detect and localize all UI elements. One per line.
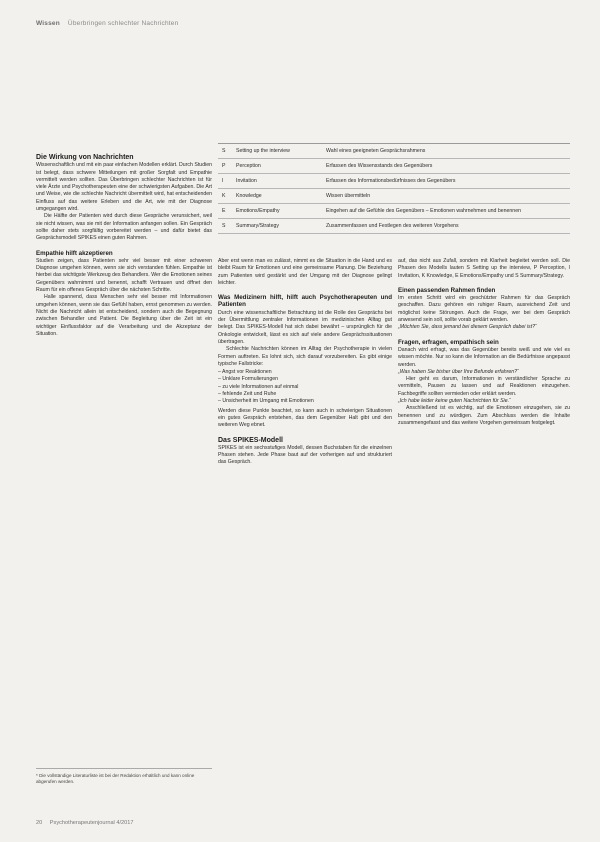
row-letter: I bbox=[222, 177, 224, 184]
col3-quote-3 bbox=[398, 398, 570, 405]
quote-text: „Was haben Sie bisher über Ihre Befunde erfahren?“ bbox=[398, 368, 519, 375]
table-row bbox=[218, 144, 570, 159]
heading-rahmen: Einen passenden Rahmen finden bbox=[398, 286, 496, 294]
column-3 bbox=[398, 258, 570, 427]
row-description: Wissen übermitteln bbox=[326, 192, 371, 199]
heading-fragen: Fragen, erfragen, empathisch sein bbox=[398, 338, 499, 346]
list-item: – fehlende Zeit und Ruhe bbox=[218, 391, 392, 398]
table-row bbox=[218, 204, 570, 219]
col3-paragraph-3: Danach wird erfragt, was das Gegenüber bereits weiß und wie viel es wissen möchte. Nur so kann die Information an die Bedürfnisse angepasst werden. bbox=[398, 346, 570, 368]
row-letter: P bbox=[222, 162, 226, 169]
list-item: – Angst vor Reaktionen bbox=[218, 369, 392, 376]
list-item: – Unsicherheit im Umgang mit Emotionen bbox=[218, 398, 392, 405]
row-phase: Knowledge bbox=[236, 192, 262, 199]
table-row bbox=[218, 159, 570, 174]
col3-paragraph-1: auf, das nicht aus Zufall, sondern mit Klarheit begleitet werden soll. Die Phasen des Modells lauten S Setting up the interview, P Perception, I Invitation, K Knowledge, E Emotions/Empathy und S Summary/Strategy. bbox=[398, 258, 570, 279]
col1-paragraph-2: Die Hälfte der Patienten wird durch diese Gespräche verunsichert, weil sie nicht wissen, was sie mit der Information anfangen sollen. Ein Gespräch sollte daher stets sorgfältig vorbereitet werden – und dafür bietet das Gesprächsmodell SPIKES einen guten Rahmen. bbox=[36, 213, 212, 242]
page-number: 20 bbox=[36, 820, 43, 826]
col2-paragraph-2: Durch eine wissenschaftliche Betrachtung ist die Rolle des Gesprächs bei der Übermittlung zentraler Informationen im medizinischen Alltag gut belegt. Das SPIKES-Modell hat sich dabei bewährt – ursprünglich für die Onkologie entwickelt, lässt es sich auf viele andere Gesprächssituationen übertragen. bbox=[218, 309, 392, 345]
row-letter: S bbox=[222, 147, 226, 154]
journal-name: Psychotherapeutenjournal 4/2017 bbox=[49, 820, 134, 826]
row-description: Erfassen des Informationsbedürfnisses des Gegenübers bbox=[326, 177, 456, 184]
col3-paragraph-4: Hier geht es darum, Informationen in verständlicher Sprache zu vermitteln, Pausen zu lassen und auf Reaktionen einzugehen. Fachbegriffe sollten vermieden oder erklärt werden. bbox=[398, 376, 570, 397]
heading-wirkung: Die Wirkung von Nachrichten bbox=[36, 154, 134, 161]
col2-paragraph-5: SPIKES ist ein sechsstufiges Modell, dessen Buchstaben für die einzelnen Phasen stehen. Jede Phase baut auf der vorherigen auf und strukturiert das Gespräch. bbox=[218, 444, 392, 466]
list-item: – Unklare Formulierungen bbox=[218, 376, 392, 383]
col3-paragraph-5: Anschließend ist es wichtig, auf die Emotionen einzugehen, sie zu benennen und zu würdigen. Zum Abschluss werden die Inhalte zusammengefasst und das weitere Vorgehen gemeinsam festgelegt. bbox=[398, 405, 570, 426]
row-phase: Invitation bbox=[236, 177, 257, 184]
col2-paragraph-4: Werden diese Punkte beachtet, so kann auch in schwierigen Situationen ein gutes Gespräch entstehen, das dem Gegenüber Halt gibt und den weiteren Weg ebnet. bbox=[218, 407, 392, 429]
col1-paragraph-4: Halle spannend, dass Menschen sehr viel besser mit Informationen umgehen können, wenn sie das Gefühl haben, ernst genommen zu werden. Nicht die Nachricht allein ist entscheidend, sondern auch die Begegnung zwischen Behandler und Patient. Die Begleitung über die Zeit ist ein wichtiger Einflussfaktor auf die Verarbeitung und die Akzeptanz der Situation. bbox=[36, 294, 212, 337]
col3-quote-2 bbox=[398, 369, 570, 376]
running-header bbox=[36, 20, 178, 27]
list-item: – zu viele Informationen auf einmal bbox=[218, 384, 392, 391]
row-letter: E bbox=[222, 207, 226, 214]
col2-paragraph-3: Schlechte Nachrichten können im Alltag der Psychotherapie in vielen Formen auftreten. Es lohnt sich, sich darauf vorzubereiten. Es gibt einige typische Fallstricke: bbox=[218, 346, 392, 367]
header-section: Wissen bbox=[36, 20, 60, 27]
col1-paragraph-1: Wissenschaftlich und mit ein paar einfachen Modellen erklärt. Durch Studien ist belegt, dass schwere Mitteilungen mit großer Sorgfalt und Empathie vermittelt werden sollten. Das Überbringen schlechter Nachrichten ist für viele Ärzte und Psychotherapeuten eine der schwierigsten Aufgaben. Die Art und Weise, wie die schlechte Nachricht übermittelt wird, hat entscheidenden Einfluss auf das weitere Erleben und die Art, wie mit der Diagnose umgegangen wird. bbox=[36, 162, 212, 213]
col1-paragraph-3: Studien zeigen, dass Patienten sehr viel besser mit einer schweren Diagnose umgehen können, wenn sie sich verstanden fühlen. Empathie ist hierbei das wichtigste Werkzeug des Behandlers. Wer die Emotionen seines Gegenübers wahrnimmt und benennt, schafft Vertrauen und öffnet den Raum für ein offenes Gespräch über die nächsten Schritte. bbox=[36, 257, 212, 294]
table-row bbox=[218, 219, 570, 234]
row-description: Erfassen des Wissensstands des Gegenübers bbox=[326, 162, 433, 169]
table-row bbox=[218, 174, 570, 189]
row-description: Wahl eines geeigneten Gesprächsrahmens bbox=[326, 147, 426, 154]
row-phase: Emotions/Empathy bbox=[236, 207, 280, 214]
row-letter: S bbox=[222, 222, 226, 229]
column-2 bbox=[218, 258, 392, 467]
page-footer bbox=[36, 820, 133, 826]
table-row bbox=[218, 189, 570, 204]
col2-paragraph-1: Aber erst wenn man es zulässt, nimmt es die Situation in die Hand und es bleibt Raum für Emotionen und eine gemeinsame Planung. Die Beziehung zum Patienten wird gestärkt und der Umgang mit der Diagnose gelingt leichter. bbox=[218, 258, 392, 286]
pitfall-list bbox=[218, 369, 392, 405]
col3-paragraph-2: Im ersten Schritt wird ein geschützter Rahmen für das Gespräch geschaffen. Dazu gehören ein ruhiger Raum, ausreichend Zeit und möglichst keine Störungen. Auch die Frage, wer bei dem Gespräch anwesend sein soll, sollte vorab geklärt werden. bbox=[398, 295, 570, 324]
row-letter: K bbox=[222, 192, 226, 199]
spikes-table bbox=[218, 143, 570, 234]
heading-spikes: Das SPIKES-Modell bbox=[218, 436, 283, 444]
row-description: Zusammenfassen und Festlegen des weiteren Vorgehens bbox=[326, 222, 459, 229]
heading-mediziner: Was Medizinern hilft, hilft auch Psychotherapeuten und Patienten bbox=[218, 294, 392, 309]
heading-empathie: Empathie hilft akzeptieren bbox=[36, 249, 113, 257]
row-phase: Setting up the interview bbox=[236, 147, 290, 154]
footnote: * Die vollständige Literaturliste ist bei der Redaktion erhältlich und kann online abgerufen werden. bbox=[36, 768, 212, 786]
row-description: Eingehen auf die Gefühle des Gegenübers – Emotionen wahrnehmen und benennen bbox=[326, 207, 521, 214]
col3-quote-1 bbox=[398, 324, 570, 331]
row-phase: Perception bbox=[236, 162, 261, 169]
quote-text: „Möchten Sie, dass jemand bei diesem Gespräch dabei ist?“ bbox=[398, 324, 537, 331]
quote-text: „Ich habe leider keine guten Nachrichten für Sie.“ bbox=[398, 398, 511, 405]
row-phase: Summary/Strategy bbox=[236, 222, 279, 229]
column-1 bbox=[36, 147, 212, 338]
header-breadcrumb: Überbringen schlechter Nachrichten bbox=[67, 20, 179, 27]
